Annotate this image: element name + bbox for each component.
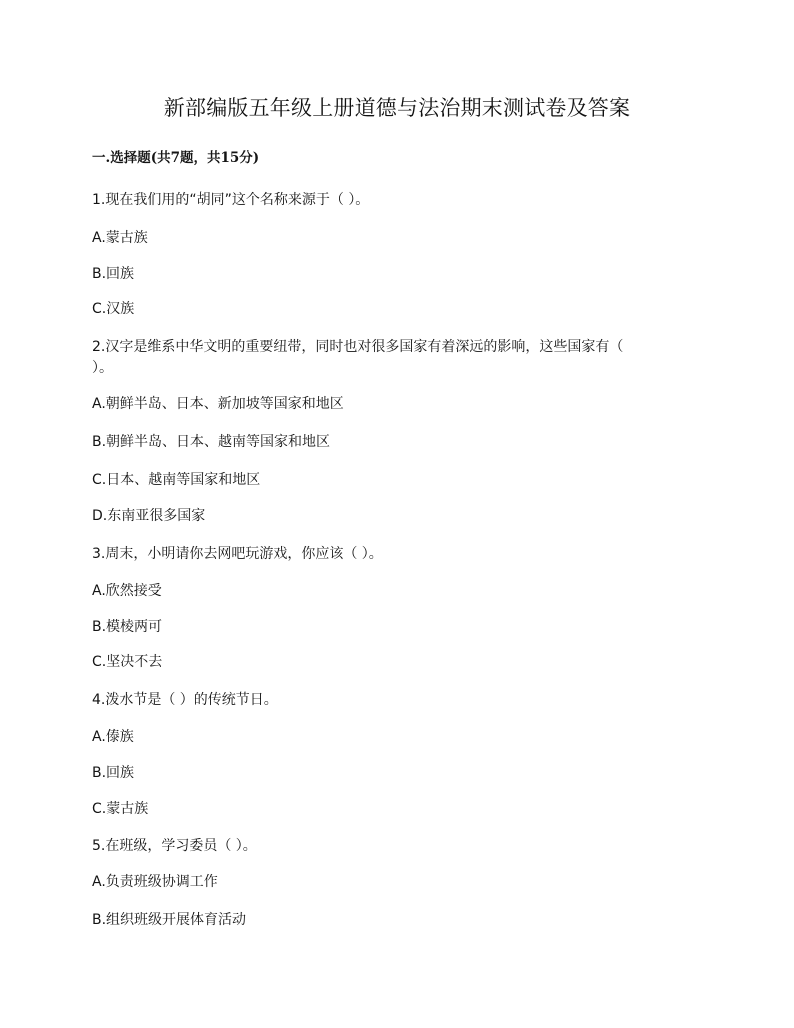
question-5-stem: 5.在班级，学习委员（ ）。 xyxy=(92,838,257,854)
question-3-stem: 3.周末，小明请你去网吧玩游戏，你应该（ ）。 xyxy=(92,546,383,562)
question-4-option-b: B.回族 xyxy=(92,765,135,781)
question-2-option-d: D.东南亚很多国家 xyxy=(92,508,206,524)
question-3-option-a: A.欣然接受 xyxy=(92,583,162,599)
question-1-option-a: A.蒙古族 xyxy=(92,230,148,246)
document-title: 新部编版五年级上册道德与法治期末测试卷及答案 xyxy=(163,96,631,120)
question-2-option-a: A.朝鲜半岛、日本、新加坡等国家和地区 xyxy=(92,396,344,412)
question-5-option-a: A.负责班级协调工作 xyxy=(92,874,218,890)
question-1-option-b: B.回族 xyxy=(92,266,135,282)
question-4-option-a: A.傣族 xyxy=(92,729,134,745)
question-5-option-b: B.组织班级开展体育活动 xyxy=(92,912,247,928)
question-2-option-b: B.朝鲜半岛、日本、越南等国家和地区 xyxy=(92,434,331,450)
question-2-option-c: C.日本、越南等国家和地区 xyxy=(92,472,261,488)
question-4-stem: 4.泼水节是（ ）的传统节日。 xyxy=(92,692,278,708)
question-3-option-b: B.模棱两可 xyxy=(92,619,163,635)
question-2-stem-line2: ）。 xyxy=(92,360,113,376)
question-2-stem-line1: 2.汉字是维系中华文明的重要纽带，同时也对很多国家有着深远的影响，这些国家有（ xyxy=(92,339,624,355)
question-1-stem: 1.现在我们用的“胡同”这个名称来源于（ ）。 xyxy=(92,192,370,208)
question-4-option-c: C.蒙古族 xyxy=(92,801,149,817)
question-3-option-c: C.坚决不去 xyxy=(92,654,163,670)
section-heading: 一.选择题(共7题，共15分) xyxy=(92,150,260,166)
question-1-option-c: C.汉族 xyxy=(92,301,135,317)
